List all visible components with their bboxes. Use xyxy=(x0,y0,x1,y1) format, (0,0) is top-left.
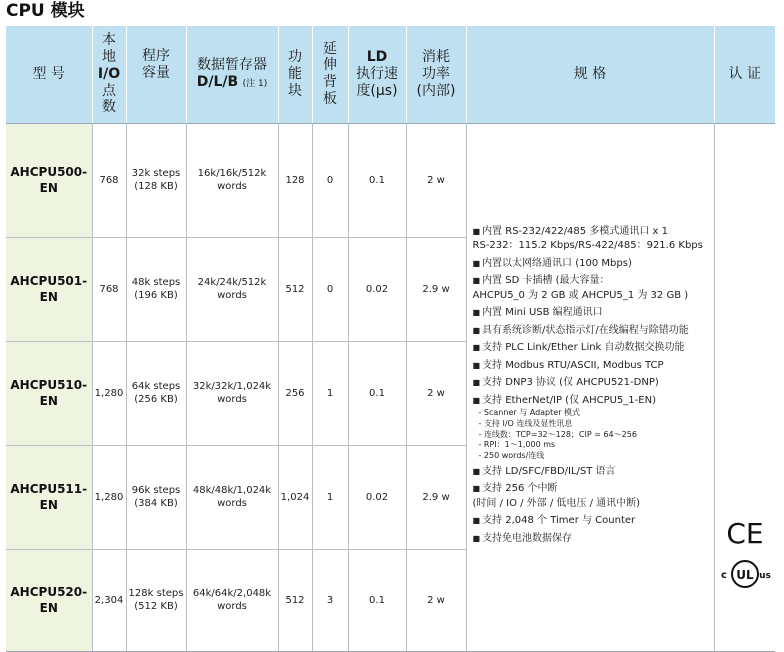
extension-cell: 0 xyxy=(312,237,348,341)
ul-mark-icon xyxy=(719,557,771,591)
header-certification: 认 证 xyxy=(714,26,775,123)
ce-mark-icon xyxy=(723,513,767,553)
model-cell: AHCPU501- EN xyxy=(6,237,92,341)
speed-cell: 0.02 xyxy=(348,237,406,341)
speed-cell: 0.1 xyxy=(348,549,406,651)
list-item: ■ 支持 Modbus RTU/ASCII, Modbus TCP xyxy=(472,359,664,371)
header-function-blocks: 功 能 块 xyxy=(278,26,312,123)
data-register-cell: 64k/64k/2,048k words xyxy=(186,549,278,651)
header-row xyxy=(6,26,775,123)
speed-cell: 0.1 xyxy=(348,341,406,445)
function-blocks-cell: 1,024 xyxy=(278,445,312,549)
model-cell: AHCPU520- EN xyxy=(6,549,92,651)
data-register-cell: 16k/16k/512k words xyxy=(186,123,278,237)
speed-cell: 0.02 xyxy=(348,445,406,549)
list-item: ■ 内置 RS-232/422/485 多模式通讯口 x 1 RS-232：115.2 Kbps/RS-422/485：921.6 Kbps xyxy=(472,225,703,251)
spec-list xyxy=(473,225,710,547)
program-cell: 128k steps (512 KB) xyxy=(126,549,186,651)
extension-cell: 0 xyxy=(312,123,348,237)
list-item: ■ 支持 EtherNet/IP (仅 AHCPU5_1-EN) - Scanner 与 Adapter 模式 - 支持 I/O 连线及显性讯息 - 连线数：TCP=32～128；CIP = 64～256 - RPI：1～1,000 ms - 250 words/连线 xyxy=(472,394,656,461)
ce-mark-text: CE xyxy=(726,516,764,550)
extension-cell: 1 xyxy=(312,341,348,445)
program-cell: 64k steps (256 KB) xyxy=(126,341,186,445)
data-register-cell: 24k/24k/512k words xyxy=(186,237,278,341)
model-cell: AHCPU511- EN xyxy=(6,445,92,549)
power-cell: 2.9 w xyxy=(406,237,466,341)
header-ld-speed: LD 执行速 度(μs) xyxy=(348,26,406,123)
function-blocks-cell: 128 xyxy=(278,123,312,237)
ul-mark-right: us xyxy=(758,570,771,581)
list-item: ■ 内置以太网络通讯口 (100 Mbps) xyxy=(472,257,632,269)
io-cell: 2,304 xyxy=(92,549,126,651)
io-cell: 1,280 xyxy=(92,445,126,549)
program-cell: 48k steps (196 KB) xyxy=(126,237,186,341)
header-io-points: 本 地 I/O 点 数 xyxy=(92,26,126,123)
extension-cell: 1 xyxy=(312,445,348,549)
io-cell: 768 xyxy=(92,123,126,237)
extension-cell: 3 xyxy=(312,549,348,651)
speed-cell: 0.1 xyxy=(348,123,406,237)
model-cell: AHCPU500- EN xyxy=(6,123,92,237)
cpu-module-table xyxy=(6,26,775,652)
list-item: ■ 支持 2,048 个 Timer 与 Counter xyxy=(472,515,636,527)
function-blocks-cell: 512 xyxy=(278,549,312,651)
ul-mark-mid: UL xyxy=(736,567,754,582)
list-item: ■ 支持 256 个中断 (时间 / IO / 外部 / 低电压 / 通讯中断) xyxy=(472,483,641,509)
header-program-capacity: 程序 容量 xyxy=(126,26,186,123)
list-item: ■ 支持 PLC Link/Ether Link 自动数据交换功能 xyxy=(472,342,685,353)
list-item: ■ 支持 LD/SFC/FBD/IL/ST 语言 xyxy=(472,465,616,477)
data-register-cell: 48k/48k/1,024k words xyxy=(186,445,278,549)
header-spec: 规 格 xyxy=(466,26,714,123)
power-cell: 2 w xyxy=(406,549,466,651)
function-blocks-cell: 256 xyxy=(278,341,312,445)
data-register-cell: 32k/32k/1,024k words xyxy=(186,341,278,445)
header-data-register: 数据暂存器 D/L/B (注 1) xyxy=(186,26,278,123)
header-extension-backplane: 延 伸 背 板 xyxy=(312,26,348,123)
function-blocks-cell: 512 xyxy=(278,237,312,341)
list-item: ■ 支持免电池数据保存 xyxy=(472,532,573,544)
list-item: ■ 内置 SD 卡插槽 (最大容量： AHCPU5_0 为 2 GB 或 AHCPU5_1 为 32 GB ) xyxy=(472,275,689,301)
list-item: ■ 支持 DNP3 协议 (仅 AHCPU521-DNP) xyxy=(472,377,659,388)
program-cell: 96k steps (384 KB) xyxy=(126,445,186,549)
certification-cell xyxy=(714,123,775,651)
power-cell: 2.9 w xyxy=(406,445,466,549)
table-row xyxy=(6,123,775,237)
header-model: 型 号 xyxy=(6,26,92,123)
power-cell: 2 w xyxy=(406,341,466,445)
ul-mark-left: c xyxy=(720,569,727,581)
io-cell: 768 xyxy=(92,237,126,341)
io-cell: 1,280 xyxy=(92,341,126,445)
model-cell: AHCPU510- EN xyxy=(6,341,92,445)
power-cell: 2 w xyxy=(406,123,466,237)
header-power: 消耗 功率 (内部) xyxy=(406,26,466,123)
spec-cell xyxy=(466,123,714,651)
list-item: ■ 具有系统诊断/状态指示灯/在线编程与除错功能 xyxy=(472,324,689,336)
page-title: CPU 模块 xyxy=(6,1,85,21)
list-item: ■ 内置 Mini USB 编程通讯口 xyxy=(472,307,603,318)
program-cell: 32k steps (128 KB) xyxy=(126,123,186,237)
